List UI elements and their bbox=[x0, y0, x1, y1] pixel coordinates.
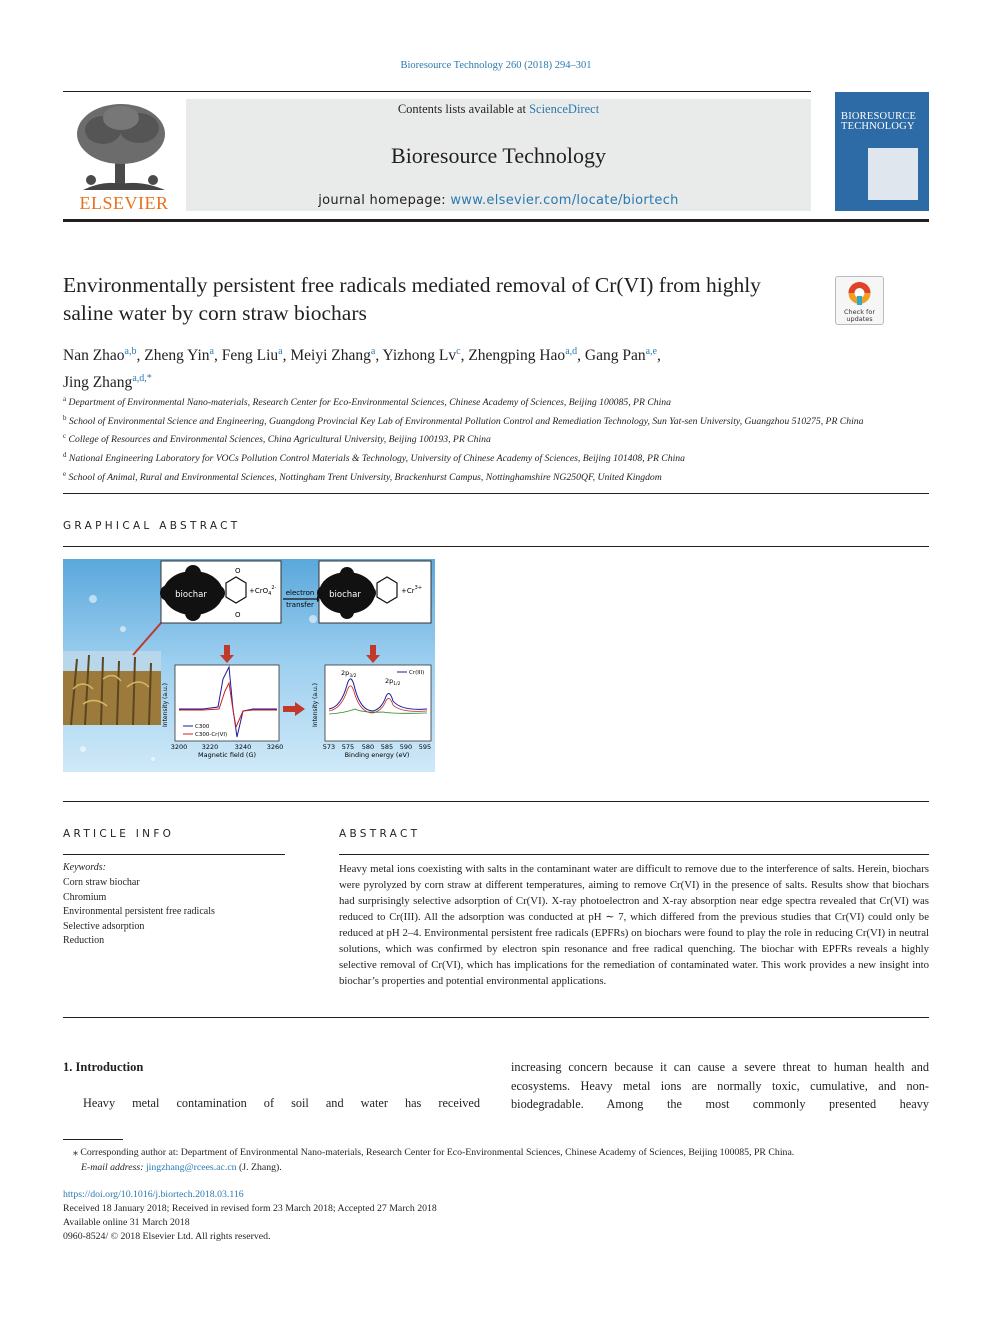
epr-tick: 3200 bbox=[170, 743, 188, 751]
cro4-label: +CrO$_4^{2-}$ bbox=[249, 585, 277, 597]
author-affil-sup[interactable]: a bbox=[278, 346, 283, 357]
header-rule bbox=[63, 91, 811, 92]
affiliation-text: Department of Environmental Nano-materials, Research Center for Eco-Environmental Sciences, Chinese Academy of Sciences, Beijing 100085, PR China bbox=[68, 397, 671, 409]
author-name: Zheng Yin bbox=[144, 347, 210, 365]
author-name: Yizhong Lv bbox=[382, 347, 457, 365]
biochar-label-2: biochar bbox=[329, 590, 361, 600]
email-label: E-mail address: bbox=[81, 1161, 146, 1173]
email-link[interactable]: jingzhang@rcees.ac.cn bbox=[145, 1161, 237, 1173]
author-4[interactable] bbox=[290, 347, 375, 364]
corn-field-photo bbox=[63, 651, 161, 725]
divider bbox=[63, 854, 285, 855]
article-info-heading: ARTICLE INFO bbox=[63, 828, 175, 840]
cover-title-line-1: BIORESOURCE bbox=[841, 111, 917, 122]
crossmark-label-2: updates bbox=[846, 315, 873, 323]
author-7[interactable] bbox=[585, 347, 657, 364]
divider bbox=[63, 493, 929, 494]
keyword[interactable]: Selective adsorption bbox=[63, 920, 145, 932]
cr3-label: $+Cr^{3+}$ bbox=[401, 585, 423, 595]
crossmark-icon bbox=[836, 277, 883, 324]
xps-tick: 580 bbox=[361, 743, 375, 751]
author-1[interactable] bbox=[63, 347, 137, 364]
author-affil-sup[interactable]: a,d,* bbox=[132, 373, 152, 385]
cover-title-line-2: TECHNOLOGY bbox=[841, 121, 915, 132]
affiliation-text: School of Animal, Rural and Environmental Sciences, Nottingham Trent University, Brackenhurst Campus, Nottinghamshire NG250QF, United Kingdom bbox=[68, 472, 662, 484]
journal-citation[interactable]: Bioresource Technology 260 (2018) 294–301 bbox=[400, 60, 592, 71]
journal-cover[interactable] bbox=[835, 92, 929, 211]
author-5[interactable] bbox=[383, 347, 461, 364]
xps-tick: 595 bbox=[418, 743, 432, 751]
author-3[interactable] bbox=[222, 347, 283, 364]
affiliation-sup: c bbox=[63, 432, 67, 441]
author-affil-sup[interactable]: c bbox=[456, 346, 461, 357]
author-affil-sup[interactable]: a bbox=[209, 346, 214, 357]
elsevier-wordmark: ELSEVIER bbox=[79, 193, 169, 212]
keyword[interactable]: Chromium bbox=[63, 891, 107, 903]
electron-transfer-label-2: transfer bbox=[286, 601, 314, 609]
journal-homepage bbox=[186, 193, 811, 208]
xps-tick: 585 bbox=[380, 743, 394, 751]
cover-title bbox=[841, 112, 916, 132]
epr-ylabel: Intensity (a.u.) bbox=[162, 683, 169, 727]
homepage-link[interactable]: www.elsevier.com/locate/biortech bbox=[450, 193, 679, 208]
affiliation-sup: d bbox=[63, 451, 67, 460]
epr-tick: 3260 bbox=[266, 743, 284, 751]
author-6[interactable] bbox=[468, 347, 577, 364]
author-2[interactable] bbox=[144, 347, 214, 364]
crossmark-label-1: Check for bbox=[844, 308, 875, 316]
graphical-abstract-figure[interactable] bbox=[63, 559, 435, 772]
article-history bbox=[63, 1188, 763, 1244]
author-affil-sup[interactable]: a,e bbox=[645, 346, 657, 357]
footnotes bbox=[63, 1146, 929, 1175]
keyword[interactable]: Corn straw biochar bbox=[63, 877, 140, 888]
cover-figure bbox=[868, 148, 918, 200]
corresponding-author-note bbox=[63, 1146, 929, 1161]
check-for-updates-badge[interactable] bbox=[835, 276, 884, 325]
author-affil-sup[interactable]: a,d bbox=[565, 346, 578, 357]
abstract-heading: ABSTRACT bbox=[339, 828, 421, 840]
affiliation-sup: a bbox=[63, 395, 67, 403]
contents-prefix: Contents lists available at bbox=[397, 102, 530, 116]
affiliation-text: School of Environmental Science and Engineering, Guangdong Provincial Key Lab of Environmental Pollution Control and Remediation Technology, Sun Yat-sen University, Guangzhou 510275, PR China bbox=[68, 415, 864, 427]
article-title: Environmentally persistent free radicals mediated removal of Cr(VI) from highly saline water by corn straw biochars bbox=[63, 273, 761, 325]
received-dates: Received 18 January 2018; Received in revised form 23 March 2018; Accepted 27 March 2018 bbox=[63, 1203, 437, 1214]
epr-tick: 3240 bbox=[234, 743, 252, 751]
contents-line bbox=[186, 102, 811, 117]
keywords-label: Keywords: bbox=[63, 862, 106, 873]
keyword[interactable]: Environmental persistent free radicals bbox=[63, 906, 215, 917]
affiliation-b bbox=[63, 411, 929, 430]
abstract-text: Heavy metal ions coexisting with salts in the contaminant water are difficult to remove due to the interference of salts. Herein, biochars were pyrolyzed by corn straw at different temperatures, aiming to remove Cr(VI) in the presence of salts. Results show that biochars had surprisingly selective adsorption of Cr(VI). X-ray photoelectron and X-ray absorption near edge spectra revealed that Cr(VI) was reduced to Cr(III). All the adsorption was conducted at pH ∼ 7, which differed from the previous studies that Cr(VI) could only be reduced at pH 2–4. Environmental persistent free radicals (EPFRs) on biochars were found to play the role in reducing Cr(VI) in neutral solutions, which was confirmed by electron spin resonance and free radical quenching. The biochar with EPFRs reveals a highly selective removal of Cr(VI), which has implications for the remediation of contaminated water. This work provides a new insight into biochar’s properties and potential environmental applications. bbox=[339, 863, 929, 987]
affiliations bbox=[63, 392, 929, 486]
sciencedirect-link[interactable]: ScienceDirect bbox=[529, 102, 600, 116]
author-name: Gang Pan bbox=[584, 347, 646, 365]
affiliation-c bbox=[63, 429, 929, 448]
epr-legend-2: C300-Cr(VI) bbox=[195, 732, 228, 738]
divider bbox=[63, 546, 929, 547]
introduction-column-2: increasing concern because it can cause a severe threat to human health and ecosystems. Heavy metal ions are normally toxic, cumulative, and non-biodegradable. Among the most commonly presented heavy bbox=[511, 1060, 929, 1111]
header-thick-rule bbox=[63, 219, 929, 222]
keyword[interactable]: Reduction bbox=[63, 935, 105, 946]
email-suffix: (J. Zhang). bbox=[236, 1161, 282, 1173]
affiliation-sup: b bbox=[63, 413, 67, 422]
biochar-label-1: biochar bbox=[175, 590, 207, 600]
author-name: Meiyi Zhang bbox=[290, 347, 371, 365]
xps-legend: Cr(III) bbox=[409, 670, 425, 676]
author-name: Feng Liu bbox=[221, 347, 279, 365]
tree-icon bbox=[77, 104, 165, 190]
elsevier-logo[interactable] bbox=[63, 100, 185, 212]
footnote-rule bbox=[63, 1139, 123, 1140]
author-affil-sup[interactable]: a,b bbox=[124, 346, 137, 357]
epr-xlabel: Magnetic field (G) bbox=[197, 751, 257, 759]
author-name: Zhengping Hao bbox=[468, 347, 566, 365]
graphical-abstract-heading: GRAPHICAL ABSTRACT bbox=[63, 520, 241, 532]
keywords-list bbox=[63, 876, 215, 949]
corresponding-mark: ⁎ bbox=[73, 1147, 78, 1158]
introduction-column-1: Heavy metal contamination of soil and water has received bbox=[83, 1096, 480, 1110]
author-affil-sup[interactable]: a bbox=[370, 346, 376, 357]
affiliation-e bbox=[63, 467, 929, 486]
xps-ylabel: Intensity (a.u.) bbox=[312, 683, 319, 727]
radical-o-bottom: O bbox=[235, 611, 241, 619]
author-list: Nan Zhao$^{a,b}$, Zheng Yin$^a$, Feng Liu$^a$, Meiyi Zhang$^a$, Yizhong Lv$^c$, Zhengping Hao$^{a,d}$, Gang Pan$^{a,e}$, Jing Zhang$^{a,d,*}$ bbox=[63, 346, 661, 392]
author-name: Jing Zhang bbox=[63, 374, 133, 392]
journal-title: Bioresource Technology bbox=[391, 143, 606, 168]
affiliation-d bbox=[63, 448, 929, 467]
epr-tick: 3220 bbox=[201, 743, 219, 751]
author-8[interactable] bbox=[63, 374, 152, 391]
homepage-prefix: journal homepage: bbox=[318, 193, 451, 208]
copyright: 0960-8524/ © 2018 Elsevier Ltd. All rights reserved. bbox=[63, 1231, 271, 1242]
affiliation-a bbox=[63, 392, 929, 411]
xps-tick: 590 bbox=[399, 743, 413, 751]
xps-xlabel: Binding energy (eV) bbox=[344, 751, 410, 759]
divider bbox=[63, 801, 929, 802]
xps-peak-label-2: $2p_{1/2}$ bbox=[385, 677, 401, 687]
electron-transfer-label-1: electron bbox=[285, 589, 315, 597]
epr-legend-1: C300 bbox=[195, 724, 210, 730]
corresponding-text: Corresponding author at: Department of Environmental Nano-materials, Research Center for Eco-Environmental Sciences, Chinese Academy of Sciences, Beijing 100085, PR China. bbox=[77, 1147, 795, 1158]
divider bbox=[339, 854, 929, 855]
doi-link[interactable]: https://doi.org/10.1016/j.biortech.2018.03.116 bbox=[63, 1189, 244, 1200]
xps-tick: 573 bbox=[322, 743, 336, 751]
xps-tick: 575 bbox=[341, 743, 355, 751]
email-line bbox=[63, 1161, 929, 1176]
affiliation-sup: e bbox=[63, 469, 67, 478]
author-name: Nan Zhao bbox=[63, 347, 125, 365]
affiliation-text: National Engineering Laboratory for VOCs Pollution Control Materials & Technology, University of Chinese Academy of Sciences, Beijing 101408, PR China bbox=[68, 453, 685, 465]
xps-peak-label-1: $2p_{3/2}$ bbox=[341, 669, 357, 679]
affiliation-text: College of Resources and Environmental Sciences, China Agricultural University, Beijing 100193, PR China bbox=[68, 434, 491, 446]
available-online: Available online 31 March 2018 bbox=[63, 1217, 190, 1228]
radical-o-top: O bbox=[235, 567, 241, 575]
divider bbox=[63, 1017, 929, 1018]
introduction-heading: 1. Introduction bbox=[63, 1060, 144, 1074]
